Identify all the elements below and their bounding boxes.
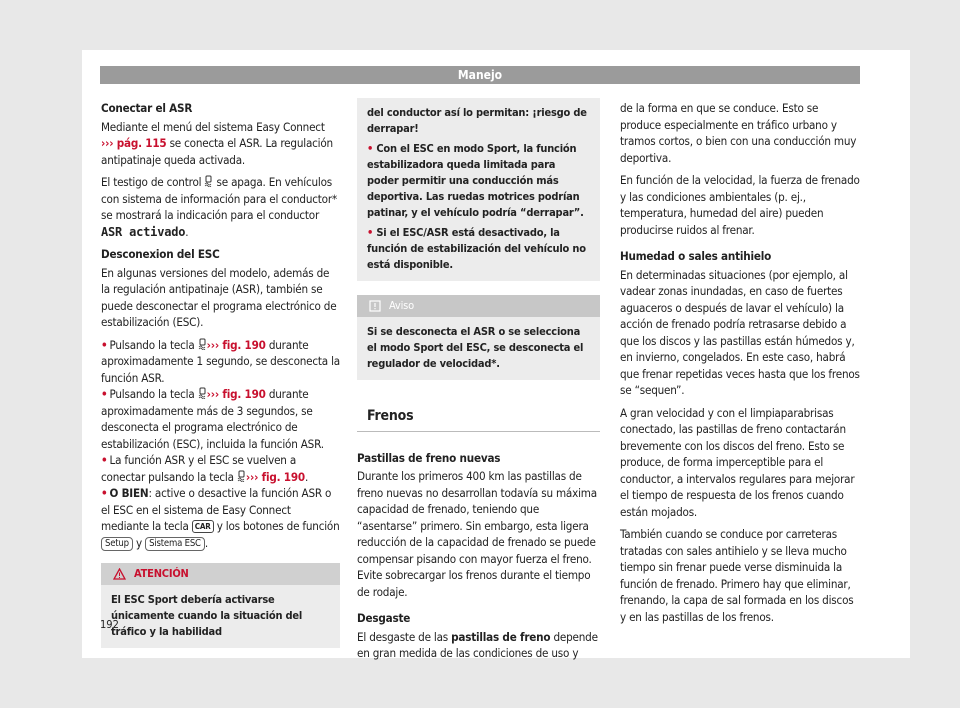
setup-key: Setup bbox=[101, 537, 133, 551]
bullet-icon: • bbox=[101, 337, 108, 352]
paragraph: A gran velocidad y con el limpiaparabrisas conectado, las pastillas de freno contactarán brevemente con los discos del freno. Esto se produce, de forma imperceptible para el conductor, a intervalos regulares para mejorar el tiempo de respuesta de los frenos cuando están mojados. bbox=[620, 405, 855, 519]
list-item bbox=[101, 386, 340, 452]
paragraph: En determinadas situaciones (por ejemplo, al vadear zonas inundadas, en caso de fuertes aguaceros o después de lavar el vehículo) la acción de frenado podría retrasarse debido a que los discos y las pastillas están húmedos y, en invierno, congelados. En este caso, habrá que frenar repetidas veces hasta que los frenos se “sequen”. bbox=[620, 267, 860, 397]
note-text: Si se desconecta el ASR o se selecciona el modo Sport del ESC, se desconecta el regulador de velocidad*. bbox=[367, 325, 584, 370]
warning-text: del conductor así lo permitan: ¡riesgo de derrapar! bbox=[367, 106, 587, 135]
note-box-header bbox=[357, 295, 600, 317]
text: durante aproximadamente 1 segundo, se desconecta la función ASR. bbox=[101, 337, 340, 385]
warning-box-header bbox=[101, 563, 340, 585]
esc-skid-icon bbox=[198, 338, 207, 350]
heading-desgaste: Desgaste bbox=[357, 611, 411, 625]
page-header: Manejo bbox=[100, 66, 860, 84]
column-2 bbox=[357, 100, 600, 668]
heading-pastillas: Pastillas de freno nuevas bbox=[357, 450, 501, 465]
text: Si el ESC/ASR está desactivado, la función de estabilización del vehículo no está disponible. bbox=[367, 226, 586, 271]
text: El testigo de control bbox=[101, 175, 205, 189]
paragraph: de la forma en que se conduce. Esto se produce especialmente en tráfico urbano y tramos cortos, o bien con una conducción muy deportiva. bbox=[620, 101, 857, 165]
display-message: ASR activado bbox=[101, 224, 186, 239]
text: . bbox=[185, 224, 189, 239]
text-bold: pastillas de freno bbox=[451, 629, 551, 644]
note-icon bbox=[369, 300, 381, 312]
esc-skid-icon bbox=[237, 470, 246, 482]
text: se conecta el ASR. La regulación antipatinaje queda activada. bbox=[101, 136, 333, 167]
text: Pulsando la tecla bbox=[109, 337, 198, 352]
text: Con el ESC en modo Sport, la función estabilizadora queda limitada para poder permitir una conducción más deportiva. Las ruedas motrices podrían patinar, y el vehículo podría “derrapar”. bbox=[367, 142, 584, 219]
paragraph: En función de la velocidad, la fuerza de frenado y las condiciones ambientales (p. ej., temperatura, humedad del aire) pueden producirse ruidos al frenar. bbox=[620, 173, 860, 237]
warning-title: ATENCIÓN bbox=[134, 566, 189, 580]
text: La función ASR y el ESC se vuelven a conectar pulsando la tecla bbox=[101, 453, 297, 484]
list-item bbox=[101, 485, 340, 551]
text-bold: O BIEN bbox=[109, 486, 149, 500]
list-item bbox=[101, 452, 340, 485]
heading-humedad: Humedad o sales antihielo bbox=[620, 249, 772, 263]
warning-body bbox=[357, 98, 600, 281]
section-title-frenos: Frenos bbox=[357, 398, 600, 432]
warning-box bbox=[101, 563, 340, 648]
figure-reference-link[interactable]: ››› fig. 190 bbox=[206, 387, 266, 401]
text: Pulsando la tecla bbox=[109, 387, 198, 401]
note-title: Aviso bbox=[389, 298, 414, 312]
warning-triangle-icon bbox=[113, 568, 126, 580]
bullet-icon: • bbox=[101, 387, 108, 401]
paragraph: En algunas versiones del modelo, además de la regulación antipatinaje (ASR), también se puede desconectar el programa electrónico de estabilización (ESC). bbox=[101, 265, 337, 329]
figure-reference-link[interactable]: ››› fig. 190 bbox=[245, 469, 305, 484]
column-3 bbox=[620, 100, 860, 631]
text: . bbox=[204, 535, 208, 550]
paragraph bbox=[101, 119, 340, 169]
page-reference-link[interactable]: ››› pág. 115 bbox=[101, 136, 167, 150]
bullet-icon: • bbox=[367, 226, 377, 239]
text: depende en gran medida de las condiciones de uso y bbox=[357, 629, 598, 660]
bullet-icon: • bbox=[101, 453, 108, 467]
text: y bbox=[132, 535, 146, 550]
warning-list-item bbox=[367, 225, 590, 273]
esc-skid-icon bbox=[198, 387, 207, 399]
bullet-icon: • bbox=[367, 142, 377, 155]
warning-list-item bbox=[367, 141, 590, 221]
text: Mediante el menú del sistema Easy Connect bbox=[101, 119, 325, 134]
note-box bbox=[357, 295, 600, 380]
text: y los botones de función bbox=[213, 519, 340, 533]
sistema-esc-key: Sistema ESC bbox=[145, 537, 205, 551]
car-key-icon: CAR bbox=[192, 520, 214, 533]
warning-box-continued bbox=[357, 98, 600, 281]
paragraph: También cuando se conduce por carreteras tratadas con sales antihielo y se lleva mucho tiempo sin frenar puede verse disminuida la función de frenado. Primero hay que eliminar, frenando, la capa de sal formada en los discos y en las pastillas de los frenos. bbox=[620, 527, 854, 624]
text: El desgaste de las bbox=[357, 629, 452, 644]
text: se apaga. En vehículos con sistema de información para el conductor* se mostrará la indicación para el conductor bbox=[101, 175, 337, 222]
page-number: 192 bbox=[100, 618, 119, 631]
paragraph bbox=[101, 174, 340, 240]
text: : active o desactive la función ASR o el ESC en el sistema de Easy Connect mediante la tecla bbox=[101, 486, 332, 533]
heading-desconexion-esc: Desconexion del ESC bbox=[101, 247, 220, 261]
heading-conectar-asr: Conectar el ASR bbox=[101, 101, 193, 115]
bullet-icon: • bbox=[101, 486, 108, 500]
paragraph bbox=[357, 629, 600, 662]
warning-text: El ESC Sport debería activarse únicamente cuando la situación del tráfico y la habilidad bbox=[111, 593, 303, 638]
text: . bbox=[304, 469, 309, 484]
column-1 bbox=[101, 100, 340, 648]
list-item bbox=[101, 337, 340, 387]
paragraph: Durante los primeros 400 km las pastillas de freno nuevas no desarrollan todavía su máxima capacidad de frenado, teniendo que “asentarse” primero. Sin embargo, esta ligera reducción de la capacidad de frenado se puede compensar pisando con mayor fuerza el freno. Evite sobrecargar los frenos durante el tiempo de rodaje. bbox=[357, 469, 597, 599]
text: durante aproximadamente más de 3 segundos, se desconecta el programa electrónico de estabilización (ESC), incluida la función ASR. bbox=[101, 387, 324, 451]
figure-reference-link[interactable]: ››› fig. 190 bbox=[206, 337, 266, 352]
